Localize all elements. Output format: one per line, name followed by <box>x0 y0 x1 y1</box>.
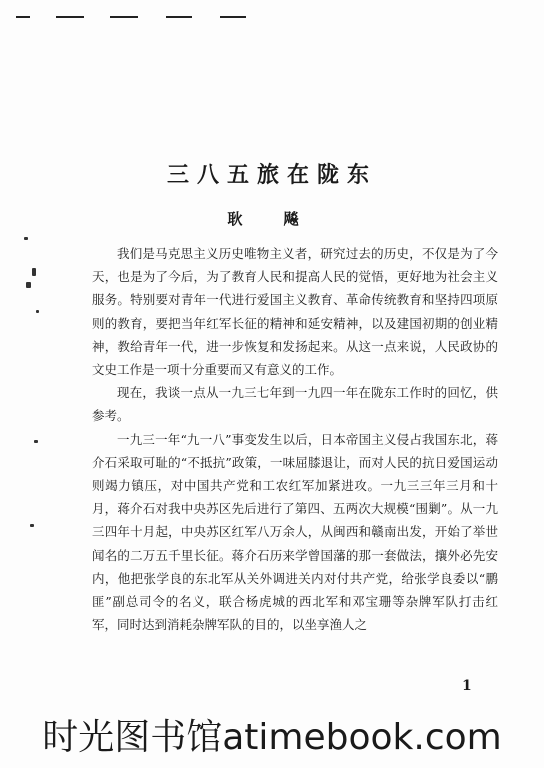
page-number: 1 <box>462 678 472 694</box>
article-body <box>92 242 498 636</box>
scan-speck <box>32 268 36 276</box>
margin-dash <box>56 16 84 18</box>
article-title: 三八五旅在陇东 <box>166 162 377 188</box>
margin-dash <box>220 16 246 18</box>
margin-dash <box>110 16 138 18</box>
scan-speck <box>26 282 31 288</box>
body-paragraph: 现在，我谈一点从一九三七年到一九四一年在陇东工作时的回忆，供参考。 <box>92 385 498 424</box>
body-paragraph: 我们是马克思主义历史唯物主义者，研究过去的历史，不仅是为了今天，也是为了今后，为了教育人民和提高人民的觉悟，更好地为社会主义服务。特别要对青年一代进行爱国主义教育、革命传统教育和坚持四项原则的教育，要把当年红军长征的精神和延安精神，以及建国初期的创业精神，教给青年一代，进一步恢复和发扬起来。从这一点来说，人民政协的文史工作是一项十分重要而又有意义的工作。 <box>92 246 498 378</box>
site-watermark: 时光图书馆atimebook.com <box>42 717 502 758</box>
scan-speck <box>24 237 28 240</box>
margin-dash <box>166 16 192 18</box>
article-author: 耿 飚 <box>227 210 317 228</box>
body-paragraph: 一九三一年“九一八”事变发生以后，日本帝国主义侵占我国东北，蒋介石采取可耻的“不抵抗”政策，一味屈膝退让，而对人民的抗日爱国运动则竭力镇压，对中国共产党和工农红军加紧进攻。一九三三年三月和十月，蒋介石对我中央苏区先后进行了第四、五两次大规模“围剿”。从一九三四年十月起，中央苏区红军八万余人，从闽西和赣南出发，开始了举世闻名的二万五千里长征。蒋介石历来学曾国藩的那一套做法，攘外必先安内，他把张学良的东北军从关外调进关内对付共产党，给张学良委以“鹏匪”副总司令的名义，联合杨虎城的西北军和邓宝珊等杂牌军队打击红军，同时达到消耗杂牌军队的目的，以坐享渔人之 <box>92 431 498 633</box>
scan-speck <box>34 440 38 443</box>
scan-speck <box>30 524 34 527</box>
margin-dash <box>16 16 30 18</box>
scan-speck <box>36 310 39 313</box>
